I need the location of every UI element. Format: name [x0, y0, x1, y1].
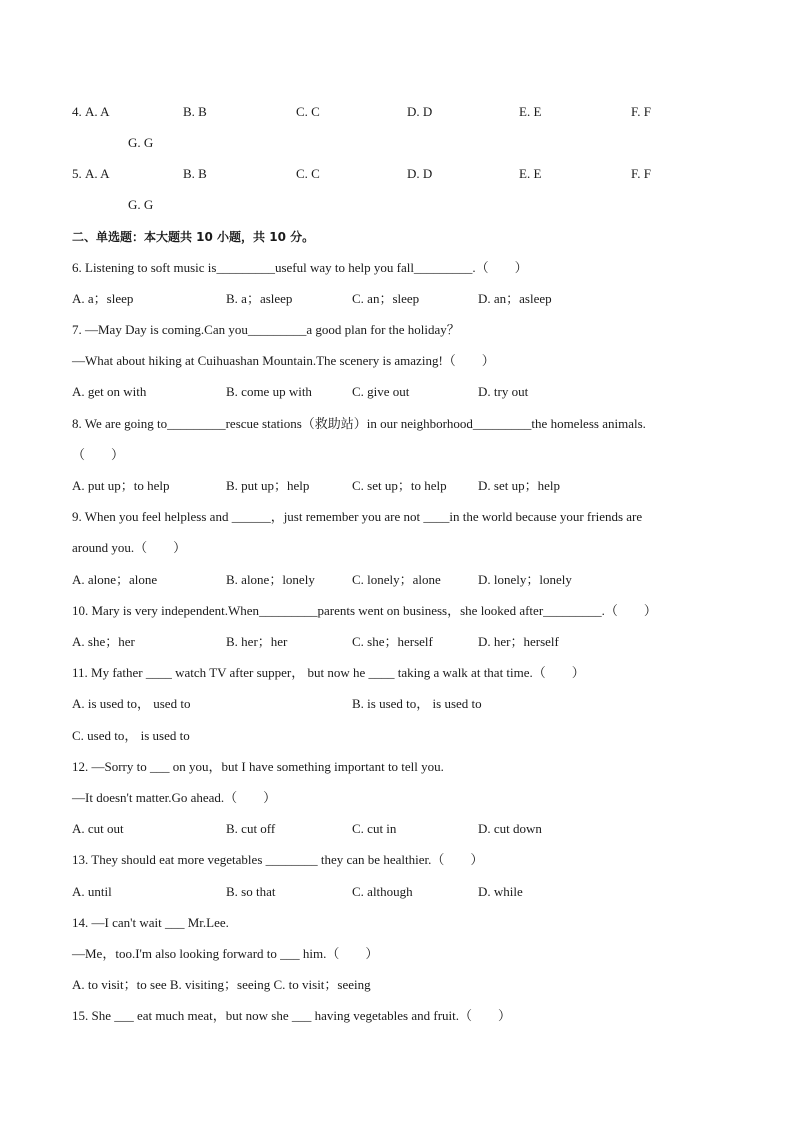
q6-option-d: D. an；asleep — [478, 291, 552, 306]
q11-option-a: A. is used to， used to — [72, 696, 191, 711]
q12-stem-line2: —It doesn't matter.Go ahead.（ ） — [72, 790, 277, 805]
q9-option-c: C. lonely；alone — [352, 572, 441, 587]
q4-option-a: A. A — [85, 104, 110, 119]
q9-option-b: B. alone；lonely — [226, 572, 315, 587]
q9-option-d: D. lonely；lonely — [478, 572, 572, 587]
q6-option-b: B. a；asleep — [226, 291, 293, 306]
q12-option-d: D. cut down — [478, 821, 542, 836]
q8-option-b: B. put up；help — [226, 478, 310, 493]
q5-option-d: D. D — [407, 166, 433, 181]
q14-stem-line1: 14. —I can't wait ___ Mr.Lee. — [72, 915, 229, 930]
q5-option-f: F. F — [631, 166, 651, 181]
q8-option-c: C. set up；to help — [352, 478, 447, 493]
q4-option-b: B. B — [183, 104, 207, 119]
q6-option-a: A. a；sleep — [72, 291, 134, 306]
q9-stem-line2: around you.（ ） — [72, 540, 187, 555]
q14-options: A. to visit；to see B. visiting；seeing C. to visit；seeing — [72, 977, 371, 992]
q13-option-b: B. so that — [226, 884, 276, 899]
q8-stem-line2: （ ） — [72, 447, 125, 462]
q7-option-b: B. come up with — [226, 384, 312, 399]
q9-option-a: A. alone；alone — [72, 572, 158, 587]
q10-stem: 10. Mary is very independent.When_________parents went on business，she looked after_________.（ ） — [72, 603, 657, 618]
q8-stem-line1: 8. We are going to_________rescue stations（救助站）in our neighborhood_________the homeless animals. — [72, 416, 646, 431]
q10-option-a: A. she；her — [72, 634, 135, 649]
q4-option-g: G. G — [128, 135, 154, 150]
q13-option-d: D. while — [478, 884, 523, 899]
q4-option-c: C. C — [296, 104, 320, 119]
q14-stem-line2: —Me，too.I'm also looking forward to ___ him.（ ） — [72, 946, 379, 961]
q5-option-a: A. A — [85, 166, 110, 181]
q5-number: 5. — [72, 166, 82, 181]
q10-option-d: D. her；herself — [478, 634, 559, 649]
q12-option-b: B. cut off — [226, 821, 276, 836]
q10-option-b: B. her；her — [226, 634, 288, 649]
q6-option-c: C. an；sleep — [352, 291, 420, 306]
q4-number: 4. — [72, 104, 82, 119]
q5-option-b: B. B — [183, 166, 207, 181]
q13-option-c: C. although — [352, 884, 413, 899]
q11-option-b: B. is used to， is used to — [352, 696, 482, 711]
q7-option-c: C. give out — [352, 384, 410, 399]
q5-option-g: G. G — [128, 197, 154, 212]
q9-stem-line1: 9. When you feel helpless and ______，just remember you are not ____in the world because your friends are — [72, 509, 643, 524]
q13-option-a: A. until — [72, 884, 112, 899]
q5-option-c: C. C — [296, 166, 320, 181]
q7-option-d: D. try out — [478, 384, 529, 399]
q7-option-a: A. get on with — [72, 384, 147, 399]
q12-stem-line1: 12. —Sorry to ___ on you，but I have something important to tell you. — [72, 759, 444, 774]
q7-stem-line2: —What about hiking at Cuihuashan Mountain.The scenery is amazing!（ ） — [72, 353, 495, 368]
q11-stem: 11. My father ____ watch TV after supper， but now he ____ taking a walk at that time.（ ） — [72, 665, 585, 680]
q13-stem: 13. They should eat more vegetables ________ they can be healthier.（ ） — [72, 852, 484, 867]
q8-option-d: D. set up；help — [478, 478, 560, 493]
q4-option-e: E. E — [519, 104, 542, 119]
q6-stem: 6. Listening to soft music is_________useful way to help you fall_________.（ ） — [72, 260, 528, 275]
q4-option-f: F. F — [631, 104, 651, 119]
section-heading: 二、单选题：本大题共 10 小题，共 10 分。 — [72, 230, 315, 244]
q11-option-c: C. used to， is used to — [72, 728, 190, 743]
q4-option-d: D. D — [407, 104, 433, 119]
q5-option-e: E. E — [519, 166, 542, 181]
q12-option-a: A. cut out — [72, 821, 124, 836]
q7-stem-line1: 7. —May Day is coming.Can you_________a good plan for the holiday？ — [72, 322, 460, 337]
q15-stem: 15. She ___ eat much meat，but now she ___ having vegetables and fruit.（ ） — [72, 1008, 512, 1023]
q10-option-c: C. she；herself — [352, 634, 433, 649]
q12-option-c: C. cut in — [352, 821, 397, 836]
q8-option-a: A. put up；to help — [72, 478, 170, 493]
